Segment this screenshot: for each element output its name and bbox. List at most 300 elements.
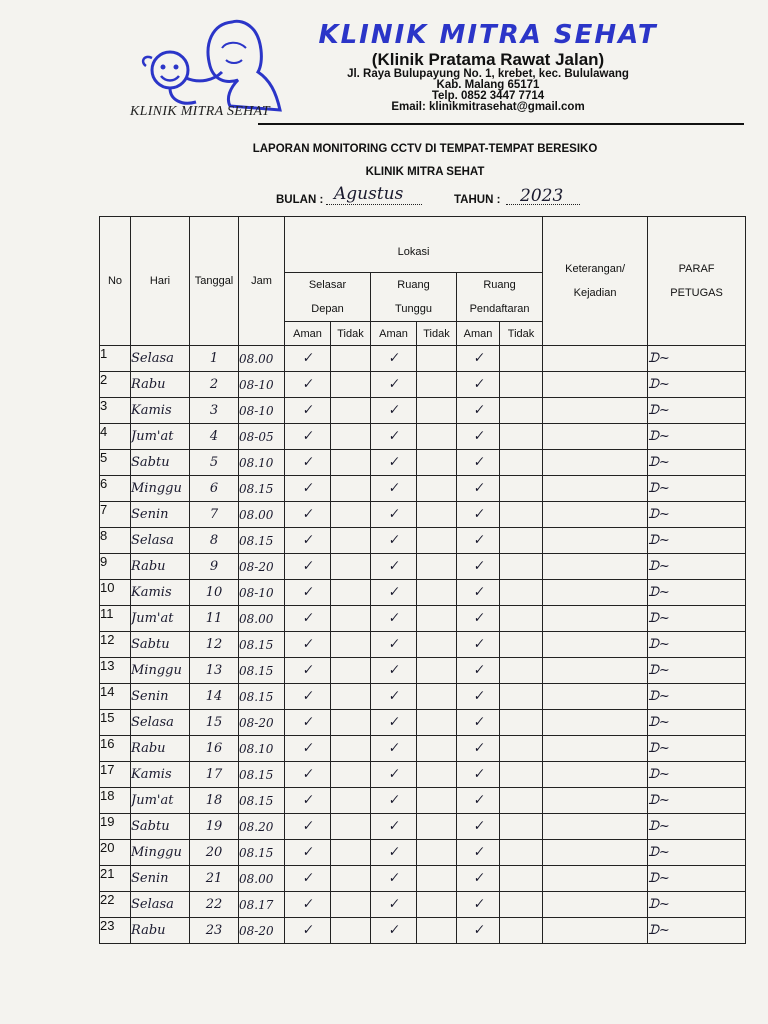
row-ruang-tunggu-aman xyxy=(371,502,417,528)
row-ruang-pendaftaran-tidak xyxy=(500,866,543,892)
row-keterangan xyxy=(543,658,648,684)
row-selasar-depan-aman xyxy=(285,632,331,658)
check-mark-icon: ✓ xyxy=(471,740,485,757)
table-row xyxy=(100,840,746,866)
check-mark-icon: ✓ xyxy=(387,454,400,471)
row-ruang-pendaftaran-aman xyxy=(457,476,500,502)
row-selasar-depan-tidak xyxy=(331,580,371,606)
row-ruang-tunggu-tidak xyxy=(417,424,457,450)
row-ruang-pendaftaran-tidak xyxy=(500,814,543,840)
clinic-subtitle: (Klinik Pratama Rawat Jalan) xyxy=(371,50,605,69)
row-keterangan xyxy=(543,892,648,918)
row-tanggal: 18 xyxy=(190,788,239,814)
row-ruang-pendaftaran-tidak xyxy=(500,476,543,502)
row-selasar-depan-aman xyxy=(285,554,331,580)
row-ruang-tunggu-aman xyxy=(371,398,417,424)
row-ruang-tunggu-aman xyxy=(371,892,417,918)
row-selasar-depan-aman xyxy=(285,398,331,424)
signature-icon: ᗪ~ xyxy=(648,481,670,496)
check-mark-icon: ✓ xyxy=(471,428,485,445)
row-hari: Jum'at xyxy=(131,606,190,632)
row-selasar-depan-aman xyxy=(285,476,331,502)
row-tanggal: 8 xyxy=(190,528,239,554)
row-ruang-pendaftaran-aman xyxy=(457,398,500,424)
row-jam: 08.10 xyxy=(239,736,285,762)
row-jam: 08.00 xyxy=(239,606,285,632)
row-no: 23 xyxy=(100,918,131,944)
check-mark-icon: ✓ xyxy=(301,688,314,705)
row-paraf xyxy=(648,710,746,736)
row-paraf xyxy=(648,814,746,840)
row-ruang-tunggu-tidak xyxy=(417,866,457,892)
row-ruang-tunggu-aman xyxy=(371,372,417,398)
check-mark-icon: ✓ xyxy=(301,480,314,497)
row-paraf xyxy=(648,684,746,710)
check-mark-icon: ✓ xyxy=(387,532,400,549)
header-aman: Aman xyxy=(371,322,417,346)
row-ruang-tunggu-aman xyxy=(371,814,417,840)
row-tanggal: 6 xyxy=(190,476,239,502)
row-selasar-depan-aman xyxy=(285,710,331,736)
row-jam: 08-10 xyxy=(239,580,285,606)
row-ruang-pendaftaran-aman xyxy=(457,788,500,814)
check-mark-icon: ✓ xyxy=(471,584,485,601)
table-row xyxy=(100,502,746,528)
table-row xyxy=(100,788,746,814)
row-selasar-depan-tidak xyxy=(331,814,371,840)
row-keterangan xyxy=(543,840,648,866)
check-mark-icon: ✓ xyxy=(301,662,314,679)
row-hari: Selasa xyxy=(131,528,190,554)
signature-icon: ᗪ~ xyxy=(648,897,670,912)
row-ruang-pendaftaran-tidak xyxy=(500,424,543,450)
row-keterangan xyxy=(543,528,648,554)
row-tanggal: 22 xyxy=(190,892,239,918)
clinic-city: Kab. Malang 65171 xyxy=(436,79,540,91)
signature-icon: ᗪ~ xyxy=(648,507,670,522)
header-paraf-line1: PARAF xyxy=(678,263,715,275)
row-tanggal: 9 xyxy=(190,554,239,580)
row-paraf xyxy=(648,632,746,658)
row-hari: Selasa xyxy=(131,346,190,372)
row-no: 21 xyxy=(100,866,131,892)
row-no: 8 xyxy=(100,528,131,554)
row-jam: 08.10 xyxy=(239,450,285,476)
header-tidak: Tidak xyxy=(417,322,457,346)
row-ruang-pendaftaran-tidak xyxy=(500,788,543,814)
row-paraf xyxy=(648,840,746,866)
row-jam: 08.15 xyxy=(239,788,285,814)
row-ruang-tunggu-tidak xyxy=(417,580,457,606)
check-mark-icon: ✓ xyxy=(301,402,314,419)
row-no: 7 xyxy=(100,502,131,528)
row-ruang-pendaftaran-aman xyxy=(457,606,500,632)
row-ruang-tunggu-aman xyxy=(371,528,417,554)
row-paraf xyxy=(648,736,746,762)
row-hari: Senin xyxy=(131,684,190,710)
row-paraf xyxy=(648,372,746,398)
row-selasar-depan-tidak xyxy=(331,788,371,814)
check-mark-icon: ✓ xyxy=(387,610,400,627)
row-jam: 08-20 xyxy=(239,710,285,736)
check-mark-icon: ✓ xyxy=(387,740,400,757)
row-selasar-depan-tidak xyxy=(331,424,371,450)
check-mark-icon: ✓ xyxy=(471,714,485,731)
row-selasar-depan-aman xyxy=(285,918,331,944)
clinic-phone: Telp. 0852 3447 7714 xyxy=(431,90,545,102)
logo-caption: KLINIK MITRA SEHAT xyxy=(130,104,270,119)
row-ruang-pendaftaran-tidak xyxy=(500,762,543,788)
table-row xyxy=(100,710,746,736)
header-keterangan xyxy=(543,217,648,346)
row-ruang-pendaftaran-aman xyxy=(457,866,500,892)
row-ruang-tunggu-aman xyxy=(371,450,417,476)
row-ruang-pendaftaran-aman xyxy=(457,892,500,918)
row-ruang-pendaftaran-tidak xyxy=(500,658,543,684)
table-row xyxy=(100,684,746,710)
check-mark-icon: ✓ xyxy=(301,766,314,783)
row-ruang-pendaftaran-tidak xyxy=(500,372,543,398)
check-mark-icon: ✓ xyxy=(301,428,314,445)
row-keterangan xyxy=(543,502,648,528)
row-ruang-pendaftaran-aman xyxy=(457,554,500,580)
row-selasar-depan-tidak xyxy=(331,892,371,918)
row-ruang-pendaftaran-tidak xyxy=(500,736,543,762)
row-selasar-depan-aman xyxy=(285,736,331,762)
row-keterangan xyxy=(543,554,648,580)
row-no: 1 xyxy=(100,346,131,372)
row-ruang-pendaftaran-aman xyxy=(457,684,500,710)
signature-icon: ᗪ~ xyxy=(648,533,670,548)
row-jam: 08.20 xyxy=(239,814,285,840)
check-mark-icon: ✓ xyxy=(387,584,400,601)
header-ruang-tunggu xyxy=(371,273,457,322)
check-mark-icon: ✓ xyxy=(471,636,485,653)
check-mark-icon: ✓ xyxy=(301,506,314,523)
row-tanggal: 10 xyxy=(190,580,239,606)
row-tanggal: 14 xyxy=(190,684,239,710)
row-ruang-pendaftaran-tidak xyxy=(500,502,543,528)
signature-icon: ᗪ~ xyxy=(648,767,670,782)
check-mark-icon: ✓ xyxy=(301,454,314,471)
row-selasar-depan-tidak xyxy=(331,450,371,476)
row-no: 13 xyxy=(100,658,131,684)
row-no: 4 xyxy=(100,424,131,450)
check-mark-icon: ✓ xyxy=(471,896,485,913)
check-mark-icon: ✓ xyxy=(387,688,400,705)
row-jam: 08-10 xyxy=(239,372,285,398)
row-jam: 08.15 xyxy=(239,840,285,866)
row-hari: Rabu xyxy=(131,736,190,762)
header-lokasi: Lokasi xyxy=(285,217,543,273)
table-row xyxy=(100,398,746,424)
row-tanggal: 5 xyxy=(190,450,239,476)
month-value: Agustus xyxy=(334,184,404,204)
check-mark-icon: ✓ xyxy=(387,922,400,939)
check-mark-icon: ✓ xyxy=(471,922,485,939)
row-ruang-tunggu-aman xyxy=(371,840,417,866)
table-row xyxy=(100,762,746,788)
signature-icon: ᗪ~ xyxy=(648,663,670,678)
row-keterangan xyxy=(543,476,648,502)
header-loc2-line1: Ruang xyxy=(397,279,430,291)
row-tanggal: 20 xyxy=(190,840,239,866)
row-paraf xyxy=(648,424,746,450)
check-mark-icon: ✓ xyxy=(471,558,485,575)
header-paraf xyxy=(648,217,746,346)
row-keterangan xyxy=(543,788,648,814)
row-hari: Sabtu xyxy=(131,632,190,658)
row-no: 6 xyxy=(100,476,131,502)
row-hari: Minggu xyxy=(131,476,190,502)
signature-icon: ᗪ~ xyxy=(648,819,670,834)
row-jam: 08.15 xyxy=(239,632,285,658)
row-ruang-pendaftaran-tidak xyxy=(500,684,543,710)
month-label: BULAN : xyxy=(276,194,324,206)
row-tanggal: 21 xyxy=(190,866,239,892)
row-ruang-tunggu-tidak xyxy=(417,528,457,554)
row-paraf xyxy=(648,554,746,580)
row-keterangan xyxy=(543,632,648,658)
report-period xyxy=(270,186,690,210)
signature-icon: ᗪ~ xyxy=(648,871,670,886)
row-tanggal: 15 xyxy=(190,710,239,736)
row-ruang-tunggu-aman xyxy=(371,762,417,788)
header-keterangan-line1: Keterangan/ xyxy=(565,263,626,275)
row-ruang-pendaftaran-aman xyxy=(457,528,500,554)
row-selasar-depan-tidak xyxy=(331,918,371,944)
table-row xyxy=(100,450,746,476)
signature-icon: ᗪ~ xyxy=(648,715,670,730)
row-ruang-tunggu-aman xyxy=(371,658,417,684)
row-selasar-depan-tidak xyxy=(331,346,371,372)
check-mark-icon: ✓ xyxy=(387,558,400,575)
check-mark-icon: ✓ xyxy=(471,610,485,627)
row-ruang-tunggu-tidak xyxy=(417,918,457,944)
row-hari: Rabu xyxy=(131,372,190,398)
header-loc2-line2: Tunggu xyxy=(395,303,432,315)
row-ruang-pendaftaran-aman xyxy=(457,918,500,944)
table-body xyxy=(100,346,746,944)
row-selasar-depan-tidak xyxy=(331,736,371,762)
check-mark-icon: ✓ xyxy=(301,610,314,627)
row-jam: 08.00 xyxy=(239,502,285,528)
row-jam: 08-10 xyxy=(239,398,285,424)
year-label: TAHUN : xyxy=(454,194,501,206)
row-ruang-pendaftaran-tidak xyxy=(500,528,543,554)
row-selasar-depan-tidak xyxy=(331,866,371,892)
row-paraf xyxy=(648,762,746,788)
check-mark-icon: ✓ xyxy=(301,896,314,913)
report-title: LAPORAN MONITORING CCTV DI TEMPAT-TEMPAT BERESIKO xyxy=(252,143,598,155)
row-keterangan xyxy=(543,918,648,944)
check-mark-icon: ✓ xyxy=(471,766,485,783)
signature-icon: ᗪ~ xyxy=(648,455,670,470)
check-mark-icon: ✓ xyxy=(387,402,400,419)
table-row xyxy=(100,476,746,502)
row-ruang-tunggu-aman xyxy=(371,710,417,736)
header-aman: Aman xyxy=(457,322,500,346)
signature-icon: ᗪ~ xyxy=(648,611,670,626)
signature-icon: ᗪ~ xyxy=(648,377,670,392)
row-ruang-tunggu-aman xyxy=(371,918,417,944)
row-paraf xyxy=(648,606,746,632)
row-keterangan xyxy=(543,710,648,736)
row-paraf xyxy=(648,658,746,684)
check-mark-icon: ✓ xyxy=(301,818,314,835)
check-mark-icon: ✓ xyxy=(471,532,485,549)
check-mark-icon: ✓ xyxy=(387,480,400,497)
check-mark-icon: ✓ xyxy=(471,454,485,471)
row-ruang-tunggu-tidak xyxy=(417,398,457,424)
row-no: 9 xyxy=(100,554,131,580)
check-mark-icon: ✓ xyxy=(471,480,485,497)
header-loc1-line1: Selasar xyxy=(308,279,347,291)
row-no: 19 xyxy=(100,814,131,840)
table-row xyxy=(100,606,746,632)
row-hari: Kamis xyxy=(131,580,190,606)
row-selasar-depan-aman xyxy=(285,762,331,788)
header-loc1-line2: Depan xyxy=(311,303,344,315)
row-hari: Minggu xyxy=(131,840,190,866)
row-no: 16 xyxy=(100,736,131,762)
row-selasar-depan-aman xyxy=(285,372,331,398)
row-ruang-pendaftaran-aman xyxy=(457,346,500,372)
row-jam: 08.15 xyxy=(239,476,285,502)
row-ruang-pendaftaran-aman xyxy=(457,762,500,788)
row-selasar-depan-tidak xyxy=(331,606,371,632)
check-mark-icon: ✓ xyxy=(387,376,400,393)
row-jam: 08.15 xyxy=(239,528,285,554)
signature-icon: ᗪ~ xyxy=(648,793,670,808)
row-paraf xyxy=(648,398,746,424)
row-selasar-depan-aman xyxy=(285,866,331,892)
row-hari: Sabtu xyxy=(131,450,190,476)
check-mark-icon: ✓ xyxy=(387,636,400,653)
row-ruang-tunggu-aman xyxy=(371,632,417,658)
row-ruang-pendaftaran-tidak xyxy=(500,892,543,918)
table-row xyxy=(100,528,746,554)
check-mark-icon: ✓ xyxy=(471,792,485,809)
row-ruang-tunggu-aman xyxy=(371,736,417,762)
row-ruang-tunggu-aman xyxy=(371,788,417,814)
row-no: 20 xyxy=(100,840,131,866)
row-ruang-pendaftaran-tidak xyxy=(500,398,543,424)
table-row xyxy=(100,918,746,944)
row-hari: Senin xyxy=(131,502,190,528)
check-mark-icon: ✓ xyxy=(471,844,485,861)
row-no: 2 xyxy=(100,372,131,398)
check-mark-icon: ✓ xyxy=(471,870,485,887)
check-mark-icon: ✓ xyxy=(471,402,485,419)
row-keterangan xyxy=(543,866,648,892)
row-keterangan xyxy=(543,736,648,762)
row-tanggal: 12 xyxy=(190,632,239,658)
table-row xyxy=(100,632,746,658)
row-jam: 08-20 xyxy=(239,918,285,944)
table-row xyxy=(100,424,746,450)
check-mark-icon: ✓ xyxy=(387,714,400,731)
row-ruang-tunggu-tidak xyxy=(417,814,457,840)
table-row xyxy=(100,372,746,398)
row-no: 10 xyxy=(100,580,131,606)
row-no: 17 xyxy=(100,762,131,788)
row-ruang-tunggu-tidak xyxy=(417,840,457,866)
row-tanggal: 13 xyxy=(190,658,239,684)
row-ruang-tunggu-tidak xyxy=(417,788,457,814)
row-paraf xyxy=(648,528,746,554)
row-ruang-tunggu-tidak xyxy=(417,450,457,476)
check-mark-icon: ✓ xyxy=(387,818,400,835)
row-selasar-depan-aman xyxy=(285,684,331,710)
check-mark-icon: ✓ xyxy=(301,584,314,601)
row-hari: Senin xyxy=(131,866,190,892)
row-ruang-pendaftaran-aman xyxy=(457,502,500,528)
row-hari: Jum'at xyxy=(131,424,190,450)
row-paraf xyxy=(648,892,746,918)
row-selasar-depan-tidak xyxy=(331,684,371,710)
check-mark-icon: ✓ xyxy=(301,844,314,861)
row-ruang-pendaftaran-tidak xyxy=(500,580,543,606)
row-ruang-pendaftaran-tidak xyxy=(500,450,543,476)
row-tanggal: 19 xyxy=(190,814,239,840)
row-tanggal: 4 xyxy=(190,424,239,450)
row-hari: Selasa xyxy=(131,710,190,736)
row-paraf xyxy=(648,502,746,528)
row-keterangan xyxy=(543,814,648,840)
row-no: 5 xyxy=(100,450,131,476)
check-mark-icon: ✓ xyxy=(471,818,485,835)
row-ruang-tunggu-aman xyxy=(371,346,417,372)
check-mark-icon: ✓ xyxy=(387,506,400,523)
row-selasar-depan-aman xyxy=(285,606,331,632)
row-hari: Rabu xyxy=(131,554,190,580)
row-no: 15 xyxy=(100,710,131,736)
row-jam: 08.15 xyxy=(239,658,285,684)
check-mark-icon: ✓ xyxy=(301,376,314,393)
row-selasar-depan-tidak xyxy=(331,372,371,398)
report-clinic-name: KLINIK MITRA SEHAT xyxy=(365,166,485,178)
row-selasar-depan-aman xyxy=(285,502,331,528)
table-row xyxy=(100,580,746,606)
row-ruang-pendaftaran-aman xyxy=(457,736,500,762)
row-hari: Jum'at xyxy=(131,788,190,814)
row-tanggal: 1 xyxy=(190,346,239,372)
check-mark-icon: ✓ xyxy=(301,532,314,549)
table-row xyxy=(100,866,746,892)
row-ruang-pendaftaran-tidak xyxy=(500,606,543,632)
table-row xyxy=(100,554,746,580)
row-ruang-pendaftaran-aman xyxy=(457,450,500,476)
row-hari: Sabtu xyxy=(131,814,190,840)
row-paraf xyxy=(648,346,746,372)
year-value: 2023 xyxy=(520,186,564,206)
row-ruang-tunggu-tidak xyxy=(417,476,457,502)
header-divider xyxy=(258,123,744,125)
check-mark-icon: ✓ xyxy=(387,766,400,783)
check-mark-icon: ✓ xyxy=(387,844,400,861)
header-aman: Aman xyxy=(285,322,331,346)
row-hari: Kamis xyxy=(131,398,190,424)
row-keterangan xyxy=(543,762,648,788)
row-ruang-pendaftaran-aman xyxy=(457,424,500,450)
header-ruang-pendaftaran xyxy=(457,273,543,322)
table-row xyxy=(100,736,746,762)
row-tanggal: 3 xyxy=(190,398,239,424)
row-keterangan xyxy=(543,398,648,424)
row-ruang-tunggu-aman xyxy=(371,476,417,502)
row-paraf xyxy=(648,476,746,502)
